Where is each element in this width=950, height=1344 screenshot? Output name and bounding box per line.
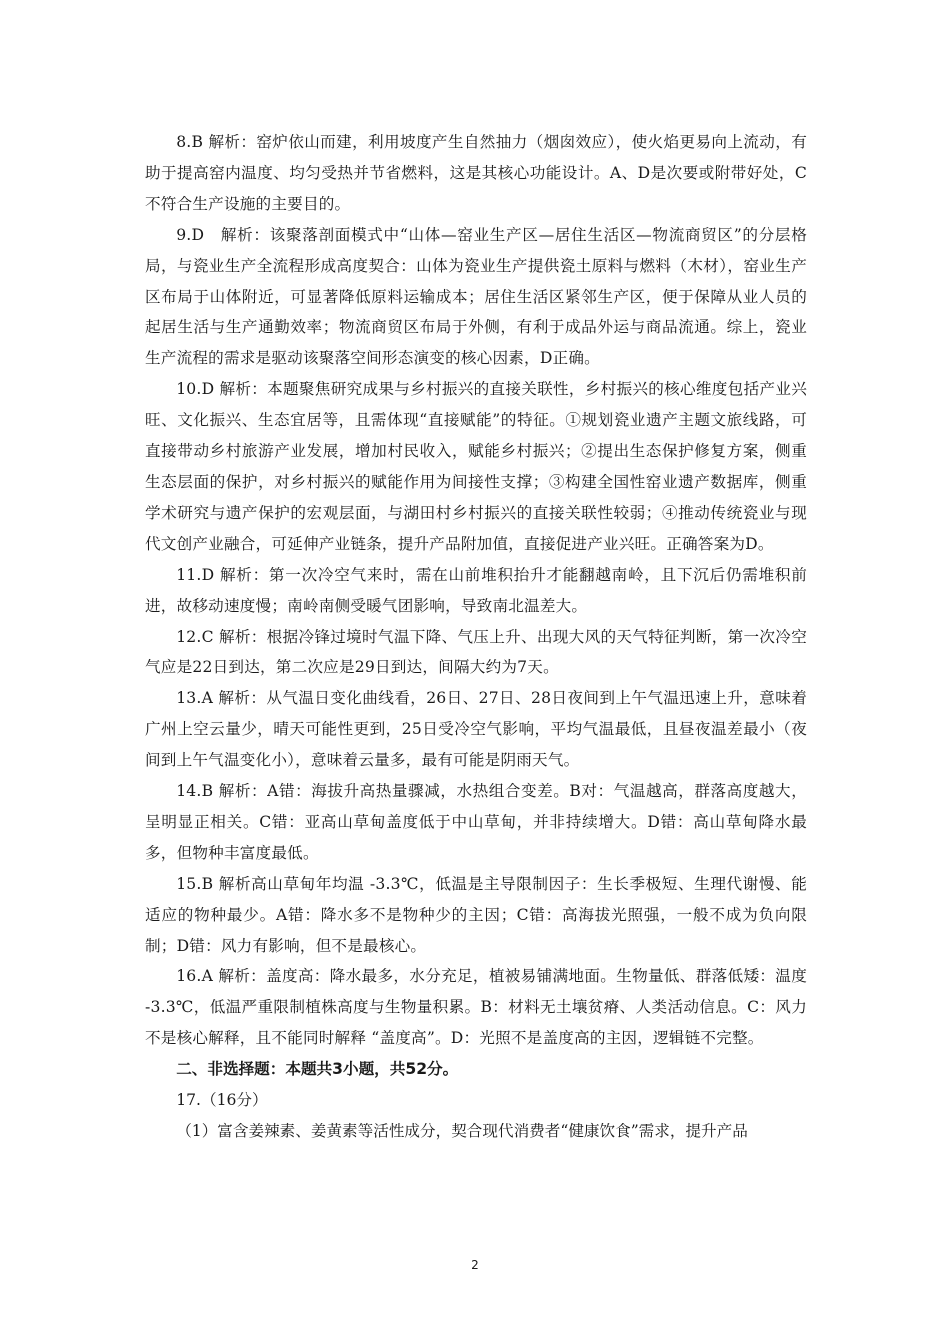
answer-15: 15.B 解析高山草甸年均温 -3.3℃，低温是主导限制因子：生长季极短、生理代谢慢、能适应的物种最少。A错：降水多不是物种少的主因；C错：高海拔光照强，一般不成为负向限制；D错：风力有影响，但不是最核心。 [145,874,807,955]
answer-8: 8.B 解析：窑炉依山而建，利用坡度产生自然抽力（烟囱效应），使火焰更易向上流动，有助于提高窑内温度、均匀受热并节省燃料，这是其核心功能设计。A、D是次要或附带好处，C不符合生产设施的主要目的。 [145,133,807,213]
page-number: 2 [471,1258,479,1272]
answer-13: 13.A 解析：从气温日变化曲线看，26日、27日、28日夜间到上午气温迅速上升，意味着广州上空云量少，晴天可能性更到，25日受冷空气影响，平均气温最低，且昼夜温差最小（夜间到上午气温变化小），意味着云量多，最有可能是阴雨天气。 [145,689,807,770]
answer-11: 11.D 解析：第一次冷空气来时，需在山前堆积抬升才能翻越南岭，且下沉后仍需堆积前进，故移动速度慢；南岭南侧受暖气团影响，导致南北温差大。 [145,565,807,615]
answer-14: 14.B 解析：A错：海拔升高热量骤减，水热组合变差。B对：气温越高，群落高度越大，呈明显正相关。C错：亚高山草甸盖度低于中山草甸，并非持续增大。D错：高山草甸降水最多，但物种丰富度最低。 [145,782,807,862]
section-heading: 二、非选择题：本题共3小题，共52分。 [176,1060,459,1079]
answer-10: 10.D 解析：本题聚焦研究成果与乡村振兴的直接关联性，乡村振兴的核心维度包括产业兴旺、文化振兴、生态宜居等，且需体现“直接赋能”的特征。①规划瓷业遗产主题文旅线路，可直接带动乡村旅游产业发展，增加村民收入，赋能乡村振兴；②提出生态保护修复方案，侧重生态层面的保护，对乡村振兴的赋能作用为间接性支撑；③构建全国性窑业遗产数据库，侧重学术研究与遗产保护的宏观层面，与湖田村乡村振兴的直接关联性较弱；④推动传统瓷业与现代文创产业融合，可延伸产业链条，提升产品附加值，直接促进产业兴旺。正确答案为D。 [145,380,807,553]
question-17-part-1: （1）富含姜辣素、姜黄素等活性成分，契合现代消费者“健康饮食”需求，提升产品 [176,1122,748,1140]
answer-9: 9.D 解析：该聚落剖面模式中“山体—窑业生产区—居住生活区—物流商贸区”的分层格局，与瓷业生产全流程形成高度契合：山体为瓷业生产提供瓷土原料与燃料（木材），窑业生产区布局于山体附近，可显著降低原料运输成本；居住生活区紧邻生产区，便于保障从业人员的起居生活与生产通勤效率；物流商贸区布局于外侧，有利于成品外运与商品流通。综上，瓷业生产流程的需求是驱动该聚落空间形态演变的核心因素，D正确。 [145,225,807,368]
answer-16: 16.A 解析：盖度高：降水最多，水分充足，植被易铺满地面。生物量低、群落低矮：温度 -3.3℃，低温严重限制植株高度与生物量积累。B：材料无土壤贫瘠、人类活动信息。C：风力不是核心解释，且不能同时解释 “盖度高”。D：光照不是盖度高的主因，逻辑链不完整。 [145,967,807,1048]
question-17-heading: 17.（16分） [176,1091,268,1110]
answer-explanations [145,127,807,1147]
answer-12: 12.C 解析：根据冷锋过境时气温下降、气压上升、出现大风的天气特征判断，第一次冷空气应是22日到达，第二次应是29日到达，间隔大约为7天。 [145,627,807,677]
